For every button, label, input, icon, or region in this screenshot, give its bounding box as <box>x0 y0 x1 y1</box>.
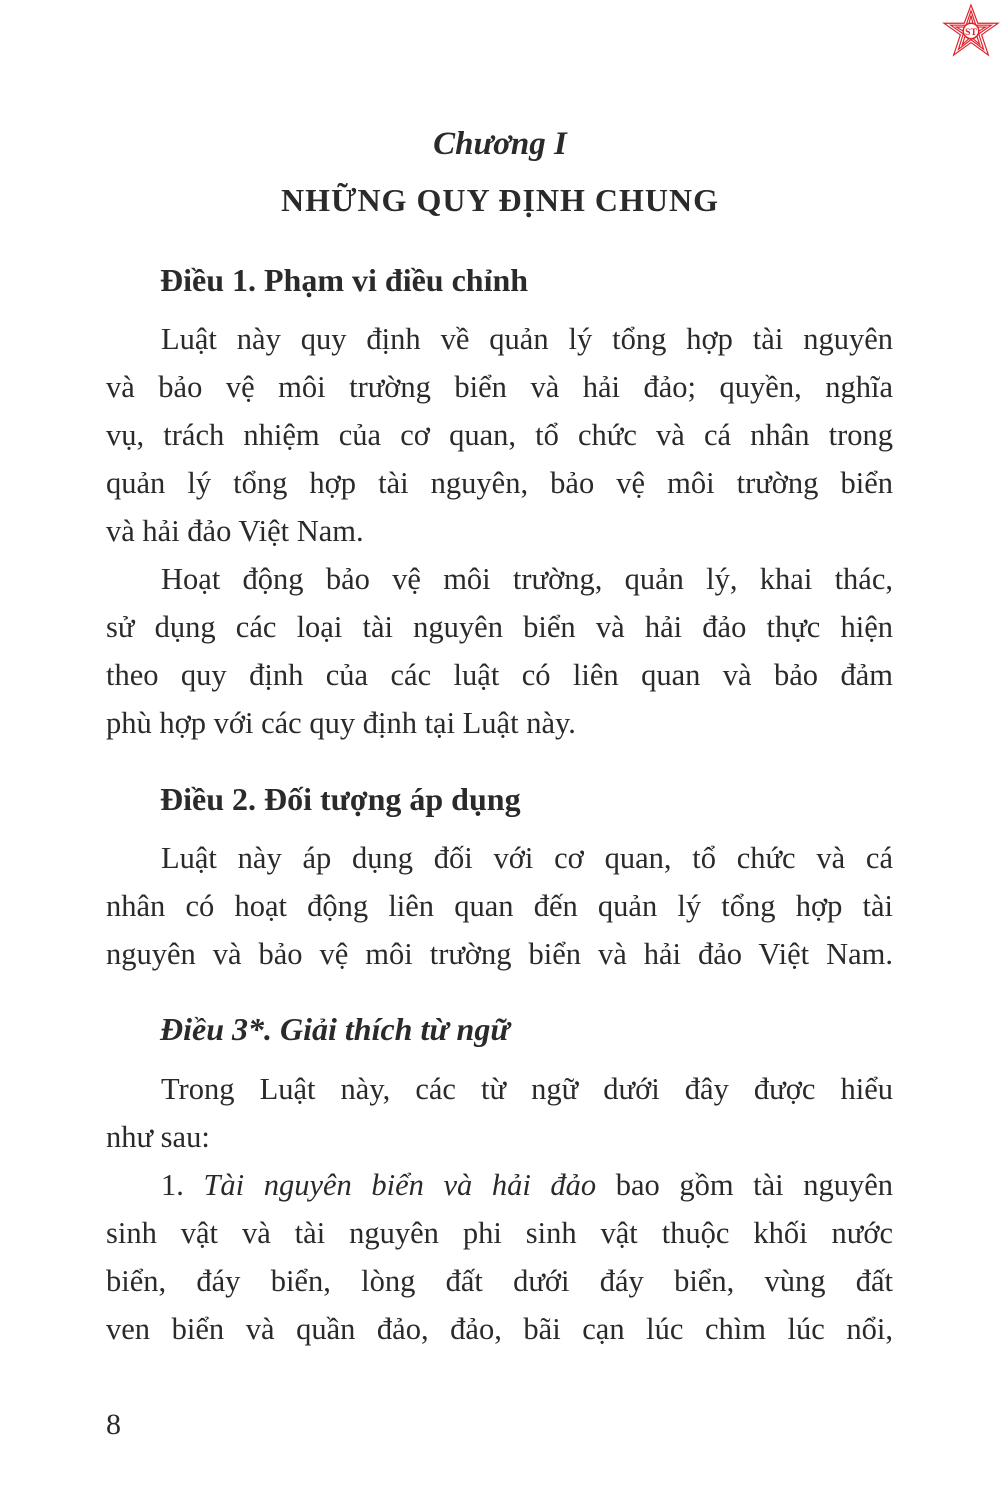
text-line: phù hợp với các quy định tại Luật này. <box>106 706 576 740</box>
text-line: và hải đảo Việt Nam. <box>106 514 364 548</box>
text-line: quản lý tổng hợp tài nguyên, bảo vệ môi trường biển <box>106 466 893 500</box>
text-line: sinh vật và tài nguyên phi sinh vật thuộc khối nước <box>106 1216 893 1250</box>
publisher-logo <box>942 2 1000 58</box>
page-number: 8 <box>106 1408 121 1441</box>
article-1-paragraph-1 <box>106 315 893 555</box>
text-line: Hoạt động bảo vệ môi trường, quản lý, khai thác, <box>161 562 893 596</box>
article-2-paragraph-1 <box>106 834 893 978</box>
text-line: nguyên và bảo vệ môi trường biển và hải đảo Việt Nam. <box>106 937 893 971</box>
article-3-paragraph-1 <box>106 1065 893 1161</box>
article-3-heading: Điều 3*. Giải thích từ ngữ <box>160 1011 510 1047</box>
article-2-heading: Điều 2. Đối tượng áp dụng <box>160 781 521 817</box>
article-1-heading: Điều 1. Phạm vi điều chỉnh <box>160 262 529 298</box>
text-line: nhân có hoạt động liên quan đến quản lý tổng hợp tài <box>106 889 893 923</box>
text-line: Trong Luật này, các từ ngữ dưới đây được hiểu <box>161 1072 893 1106</box>
text-line: và bảo vệ môi trường biển và hải đảo; quyền, nghĩa <box>106 370 893 404</box>
text-line: theo quy định của các luật có liên quan và bảo đảm <box>106 658 893 692</box>
text-line: ven biển và quần đảo, đảo, bãi cạn lúc chìm lúc nổi, <box>106 1312 893 1346</box>
chapter-label: Chương I <box>433 126 567 162</box>
text-line <box>106 1161 893 1209</box>
item-number: 1. <box>161 1168 204 1202</box>
text-line: vụ, trách nhiệm của cơ quan, tổ chức và cá nhân trong <box>106 418 893 452</box>
text-line: biển, đáy biển, lòng đất dưới đáy biển, vùng đất <box>106 1264 893 1298</box>
svg-text:ST: ST <box>965 26 977 38</box>
article-3-item-1 <box>106 1161 893 1353</box>
text-line: sử dụng các loại tài nguyên biển và hải đảo thực hiện <box>106 610 893 644</box>
item-text: bao gồm tài nguyên <box>596 1168 893 1202</box>
text-line: như sau: <box>106 1120 210 1154</box>
text-line: Luật này áp dụng đối với cơ quan, tổ chức và cá <box>161 841 893 875</box>
text-line: Luật này quy định về quản lý tổng hợp tài nguyên <box>161 322 893 356</box>
defined-term: Tài nguyên biển và hải đảo <box>203 1168 597 1202</box>
article-1-paragraph-2 <box>106 555 893 747</box>
chapter-title: NHỮNG QUY ĐỊNH CHUNG <box>280 182 720 218</box>
